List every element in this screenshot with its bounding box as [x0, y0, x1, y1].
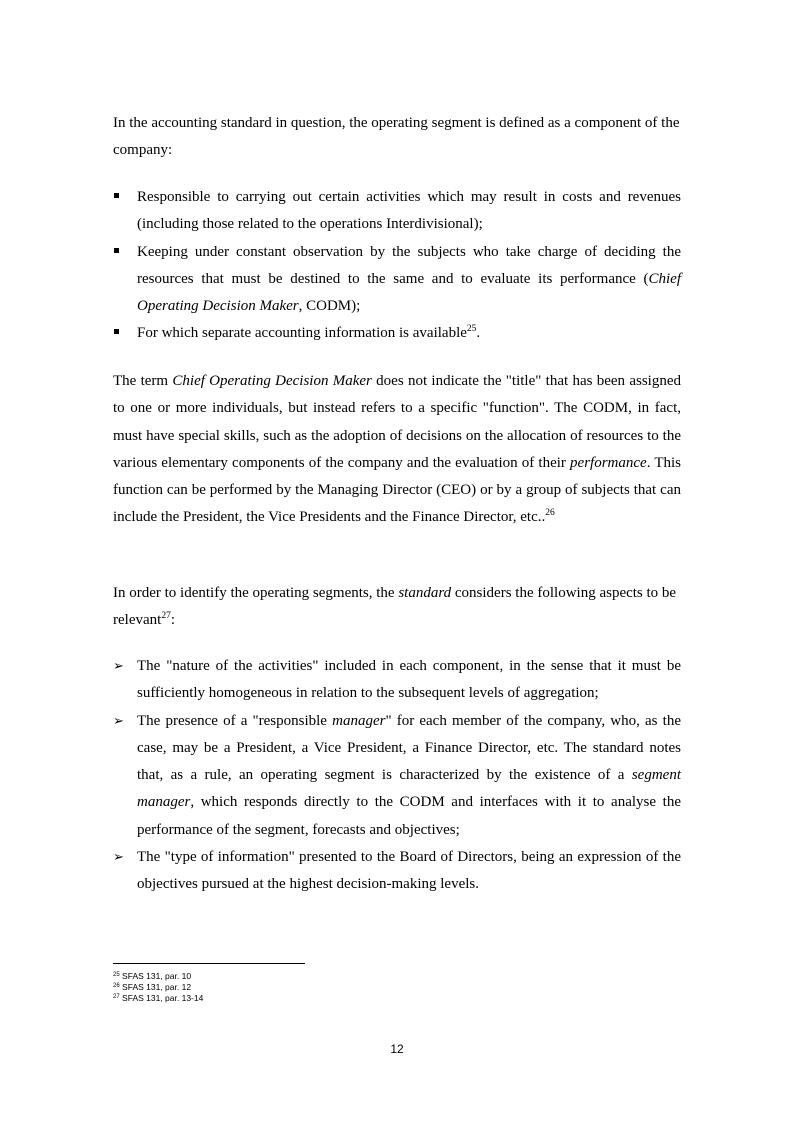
footnote: $^{26}$ SFAS 131, par. 12 [113, 982, 192, 992]
list-item: ➢ The presence of a "responsible manager" for each member of the company, who, as the case, may be a President, a Vice President, a Finance Director, etc. The standard notes that, as a rule, an operating segment is characterized by the existence of a segment manager, which responds directly to the CODM and interfaces with it to analyse the performance of the segment, forecasts and objectives; [113, 708, 681, 844]
page-number: 12 [390, 1042, 404, 1056]
footnote-divider [113, 963, 305, 964]
list-item: ➢ The "nature of the activities" included in each component, in the sense that it must be sufficiently homogeneous in relation to the subsequent levels of aggregation; [113, 653, 681, 708]
footnote-ref[interactable]: 26 [545, 508, 555, 519]
list-item: Responsible to carrying out certain activities which may result in costs and revenues (including those related to the operations Interdivisional); [113, 184, 681, 239]
codm-paragraph: The term Chief Operating Decision Maker does not indicate the "title" that has been assigned to one or more individuals, but instead refers to a specific "function". The CODM, in fact, must have special skills, such as the adoption of decisions on the allocation of resources to the various elementary components of the company and the evaluation of their performance. This function can be performed by the Managing Director (CEO) or by a group of subjects that can include the President, the Vice Presidents and the Finance Director, etc..$^{26}$ [113, 373, 681, 526]
intro-paragraph [113, 110, 681, 165]
intro-text: In the accounting standard in question, the operating segment is defined as a component of the company: [113, 115, 680, 159]
footnote: $^{25}$ SFAS 131, par. 10 [113, 971, 192, 981]
footnote-ref[interactable]: 27 [161, 611, 171, 622]
segment-definition-list [113, 184, 681, 348]
square-bullet-icon [113, 184, 137, 211]
footnote: $^{27}$ SFAS 131, par. 13-14 [113, 993, 204, 1003]
arrow-bullet-icon: ➢ [113, 713, 124, 729]
arrow-bullet-icon: ➢ [113, 659, 124, 674]
list-item: For which separate accounting information is available$^{25}$. [113, 320, 681, 347]
relevant-aspects-list [113, 653, 681, 899]
list-item: Keeping under constant observation by the subjects who take charge of deciding the resources that must be destined to the same and to evaluate its performance (Chief Operating Decision Maker, CODM); [113, 239, 681, 321]
list-item: ➢ The "type of information" presented to the Board of Directors, being an expression of the objectives pursued at the highest decision-making levels. [113, 844, 681, 899]
identification-paragraph: In order to identify the operating segments, the standard considers the following aspects to be relevant$^{27}$: [113, 585, 677, 629]
footnotes [113, 971, 203, 1004]
arrow-bullet-icon: ➢ [113, 850, 124, 866]
square-bullet-icon [113, 239, 137, 266]
square-bullet-icon [113, 320, 137, 347]
footnote-ref[interactable]: 25 [466, 324, 477, 335]
